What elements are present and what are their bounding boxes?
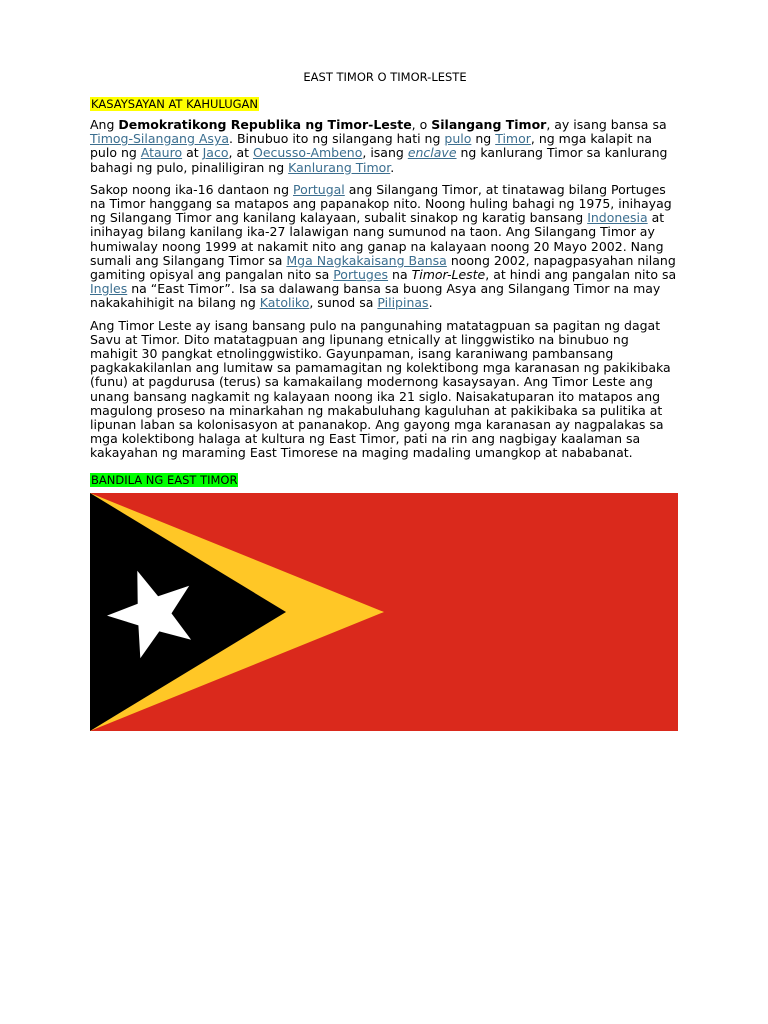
link-portugal[interactable]: Portugal: [293, 181, 345, 197]
paragraph-history: Sakop noong ika-16 dantaon ng Portugal ang Silangang Timor, at tinatawag bilang Portuges na Timor hanggang sa matapos ang papanakop nito. Noong huling bahagi ng 1975, inihayag ng Silangang Timor ang kanilang kalayaan, subalit sinakop ng karatig bansang Indonesia at inihayag bilang kanilang ika-27 lalawigan nang sumunod na taon. Ang Silangang Timor ay humiwalay noong 1999 at nakamit nito ang ganap na kalayaan noong 20 Mayo 2002. Nang sumali ang Silangang Timor sa Mga Nagkakaisang Bansa noong 2002, napagpasyahan nilang gamiting opisyal ang pangalan nito sa Portuges na Timor-Leste, at hindi ang pangalan nito sa Ingles na “East Timor”. Isa sa dalawang bansa sa buong Asya ang Silangang Timor na may nakakahihigit na bilang ng Katoliko, sunod sa Pilipinas.: [90, 181, 677, 311]
link-jaco[interactable]: Jaco: [202, 145, 229, 161]
document-body: [90, 70, 680, 731]
link-oecusso-ambeno[interactable]: Oecusso-Ambeno: [252, 145, 363, 161]
link-kanlurang-timor[interactable]: Kanlurang Timor: [288, 159, 391, 175]
link-portuges[interactable]: Portuges: [333, 267, 389, 283]
link-ingles[interactable]: Ingles: [90, 281, 128, 297]
bold-local-name: Silangang Timor: [431, 117, 547, 132]
east-timor-flag-icon: [90, 493, 678, 731]
paragraph-intro: Ang Demokratikong Republika ng Timor-Leste, o Silangang Timor, ay isang bansa sa Timog-Silangang Asya. Binubuo ito ng silangang hati ng pulo ng Timor, ng mga kalapit na pulo ng Atauro at Jaco, at Oecusso-Ambeno, isang enclave ng kanlurang Timor sa kanlurang bahagi ng pulo, pinaliligiran ng Kanlurang Timor.: [90, 117, 668, 175]
link-timog-silangang-asya[interactable]: Timog-Silangang Asya: [90, 131, 230, 147]
link-atauro[interactable]: Atauro: [140, 145, 183, 161]
link-timor[interactable]: Timor: [495, 131, 531, 147]
link-pilipinas[interactable]: Pilipinas: [377, 295, 429, 311]
paragraph-identity: Ang Timor Leste ay isang bansang pulo na pangunahing matatagpuan sa pagitan ng dagat Savu at Timor. Dito matatagpuan ang lipunang etnically at linggwistiko na binubuo ng mahigit 30 pangkat etnolinggwistiko. Gayunpaman, isang karaniwang pambansang pagkakakilanlan ang lumitaw sa pamamagitan ng kolektibong mga karanasan ng pakikibaka (funu) at pagdurusa (terus) sa kamakailang modernong kasaysayan. Ang Timor Leste ang unang bansang nagkamit ng kalayaan noong ika 21 siglo. Naisakatuparan ito matapos ang magulong proseso na minarkahan ng makabuluhang kaguluhan at pakikibaka sa pulitika at lipunan laban sa kolonisasyon at pananakop. Ang gayong mga karanasan ay nagpalakas sa mga kolektibong halaga at kultura ng East Timor, pati na rin ang nagbigay kaalaman sa kakayahan ng maraming East Timorese na maging madaling umangkop at nababanat.: [90, 317, 671, 461]
section-heading-history: KASAYSAYAN AT KAHULUGAN: [91, 97, 259, 111]
link-indonesia[interactable]: Indonesia: [587, 210, 648, 226]
link-mga-nagkakaisang-bansa[interactable]: Mga Nagkakaisang Bansa: [286, 252, 447, 268]
bold-official-name: Demokratikong Republika ng Timor-Leste: [118, 117, 412, 132]
link-katoliko[interactable]: Katoliko: [259, 295, 310, 311]
link-enclave[interactable]: enclave: [407, 145, 457, 161]
flag-image: [90, 493, 678, 731]
section-heading-flag: BANDILA NG EAST TIMOR: [91, 472, 238, 487]
document-title: EAST TIMOR O TIMOR-LESTE: [303, 70, 467, 84]
link-pulo[interactable]: pulo: [444, 131, 472, 147]
italic-timor-leste: Timor-Leste: [411, 267, 486, 283]
